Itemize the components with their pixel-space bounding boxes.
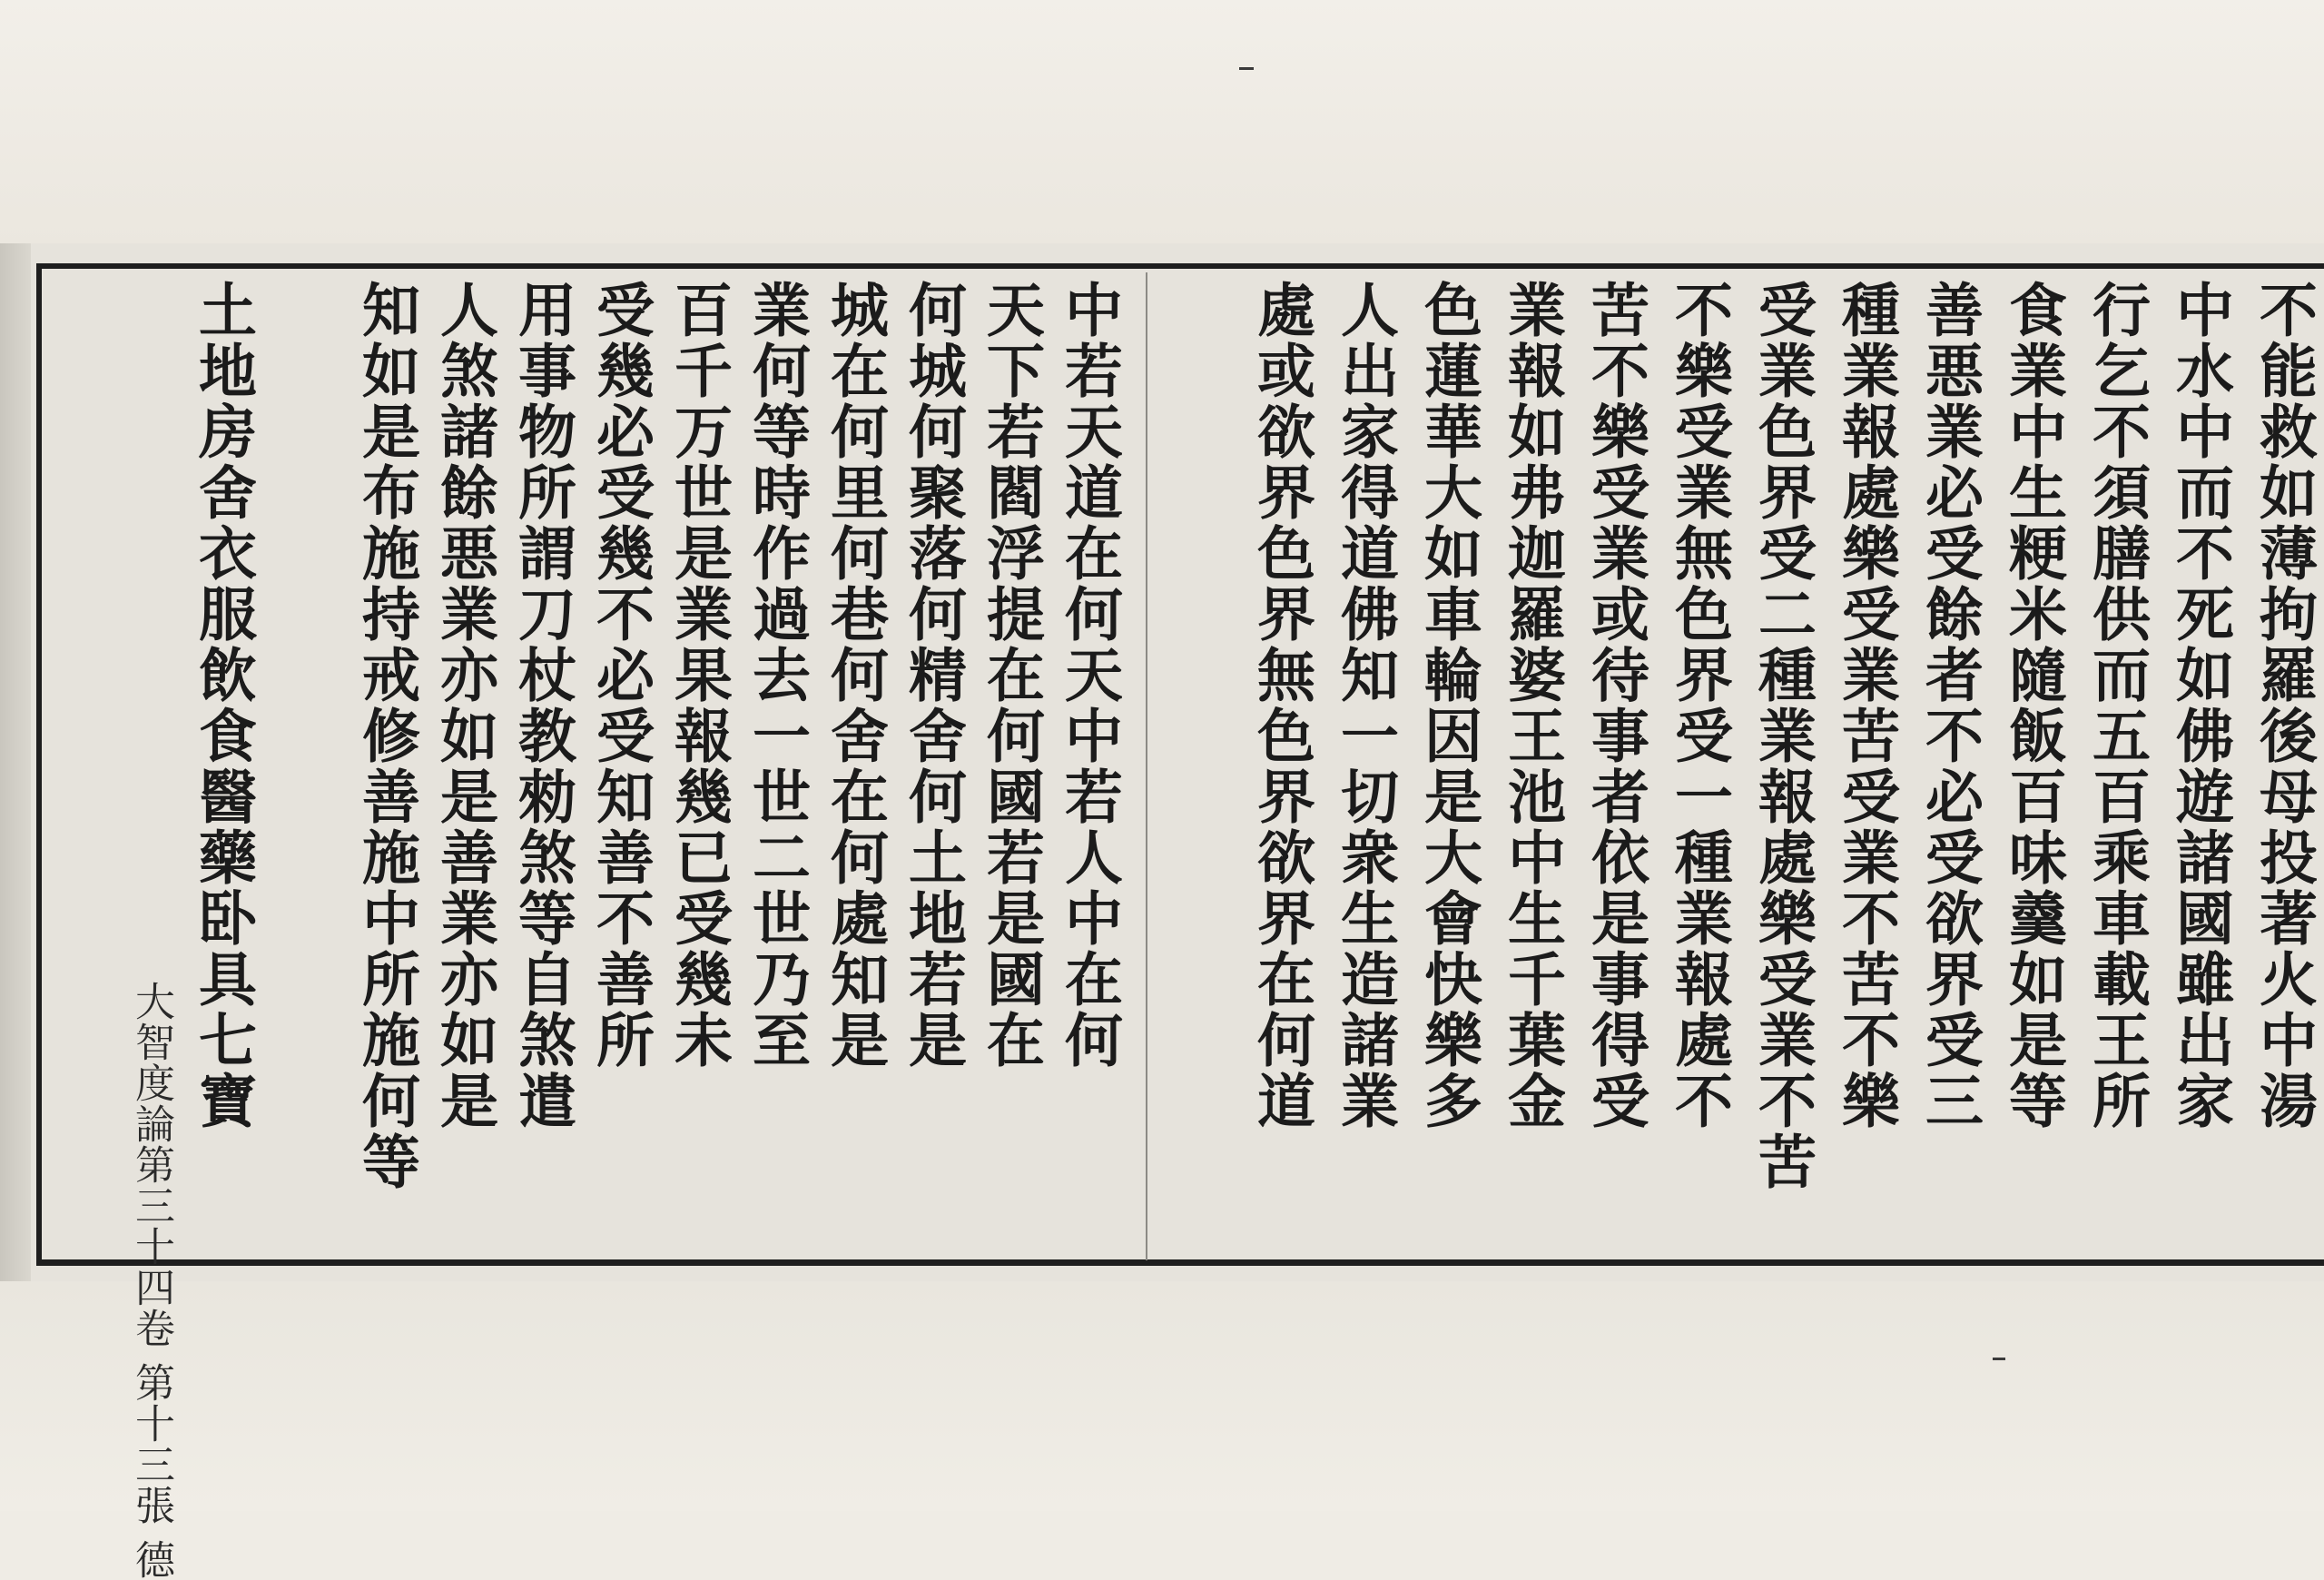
text-column: 行乞不須膳供而五百乘車載王所: [2083, 280, 2151, 1131]
text-column: 不樂受業無色界受一種業報處不: [1665, 280, 1733, 1131]
text-column: 城在何里何巷何舍在何處知是: [821, 280, 889, 1071]
text-column: 天下若閻浮提在何國若是國在: [977, 280, 1045, 1071]
text-column: 百千万世是業果報幾已受幾未: [665, 280, 733, 1071]
text-column: 何城何聚落何精舍何土地若是: [899, 280, 967, 1071]
paper-margin-bottom: [0, 1280, 2324, 1511]
text-column: 知如是布施持戒修善施中所施何等: [352, 280, 420, 1192]
paper-margin-top: [0, 0, 2324, 245]
text-column: 土地房舍衣服飲食醫藥卧具七寶: [189, 280, 257, 1131]
text-column: 種業報處樂受業苦受業不苦不樂: [1832, 280, 1900, 1131]
text-column: 中若天道在何天中若人中在何: [1055, 280, 1123, 1071]
text-column: 用事物所謂刀杖教勑煞等自煞遣: [508, 280, 576, 1131]
ink-speck: [1239, 67, 1254, 70]
paper-edge-shadow: [0, 243, 31, 1281]
text-column: 不能救如薄拘羅後母投著火中湯: [2250, 280, 2318, 1131]
colophon-title-page-number: 大智度論第三十四卷 第十三張 德: [128, 981, 174, 1580]
text-column: 中水中而不死如佛遊諸國雖出家: [2166, 280, 2234, 1131]
text-column: 食業中生粳米隨飯百味羹如是等: [1999, 280, 2067, 1131]
text-column: 受業色界受二種業報處樂受業不苦: [1748, 280, 1817, 1192]
text-column: 善悪業必受餘者不必受欲界受三: [1915, 280, 1984, 1131]
text-column: 業報如弗迦羅婆王池中生千葉金: [1498, 280, 1566, 1131]
text-column: 受幾必受幾不必受知善不善所: [586, 280, 655, 1071]
ink-speck: [1993, 1358, 2005, 1360]
text-column: 處或欲界色界無色界欲界在何道: [1247, 280, 1315, 1131]
text-column: 人出家得道佛知一切衆生造諸業: [1331, 280, 1399, 1131]
text-column: 苦不樂受業或待事者依是事得受: [1581, 280, 1649, 1131]
text-column: 色蓮華大如車輪因是大會快樂多: [1414, 280, 1482, 1131]
center-fold-line: [1146, 272, 1147, 1260]
text-column: 業何等時作過去一世二世乃至: [743, 280, 811, 1071]
text-column: 人煞諸餘悪業亦如是善業亦如是: [430, 280, 498, 1131]
